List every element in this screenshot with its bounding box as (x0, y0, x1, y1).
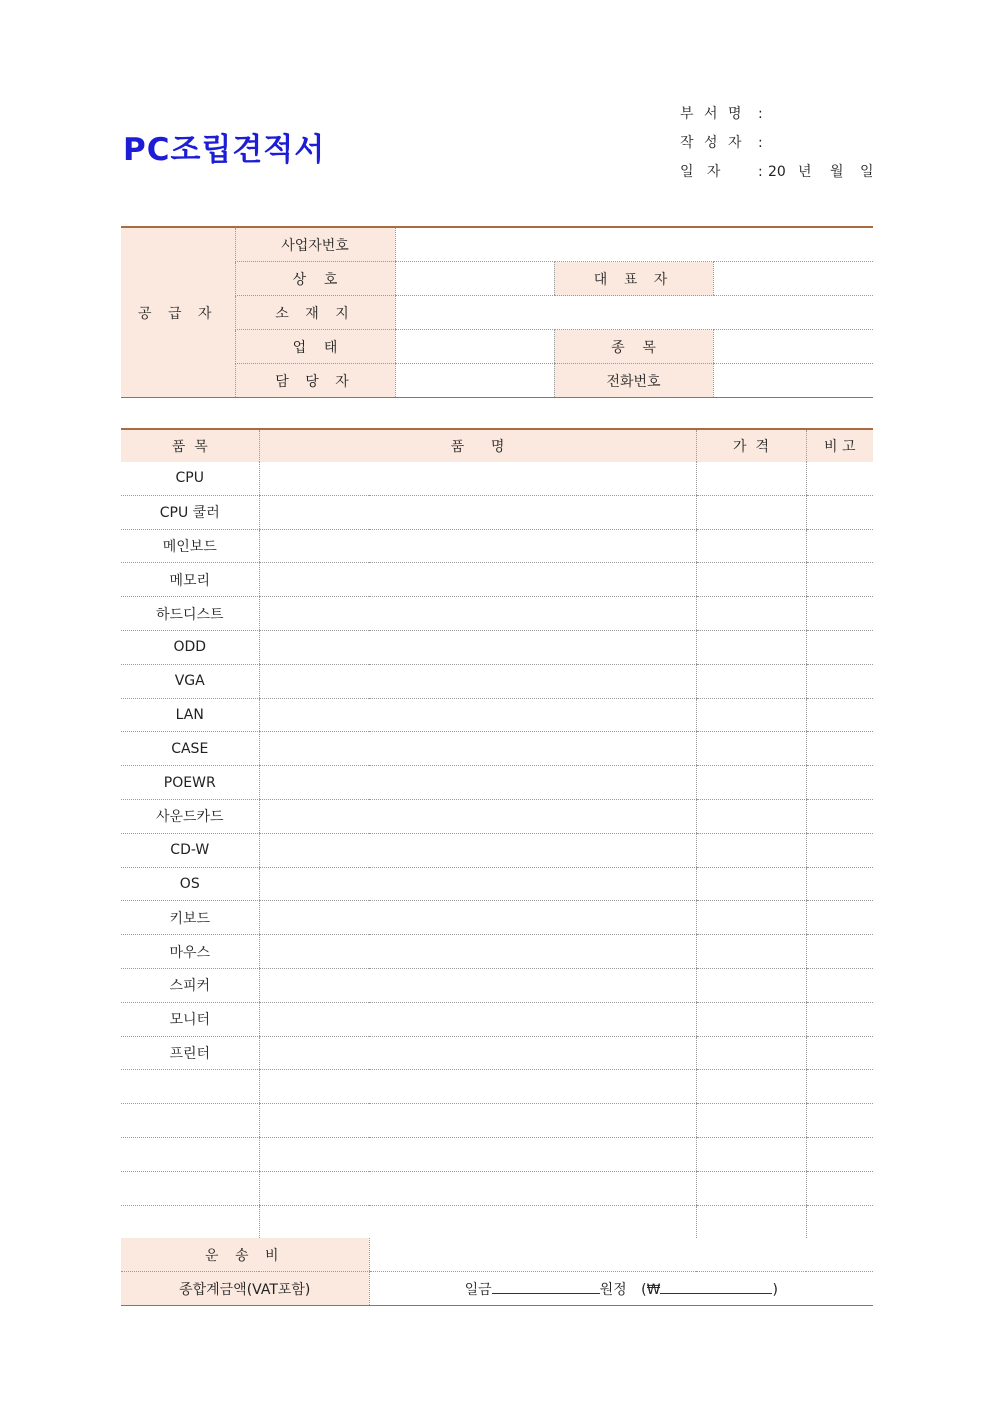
item-note-cell[interactable] (806, 1104, 873, 1138)
item-row (121, 664, 873, 698)
header-price: 가 격 (696, 429, 806, 462)
manager-label: 담 당 자 (235, 364, 395, 398)
date-colon: : (758, 164, 763, 180)
address-label: 소 재 지 (235, 296, 395, 330)
supplier-group-label: 공 급 자 (121, 227, 235, 398)
item-category-cell: VGA (121, 664, 259, 698)
item-row (121, 901, 873, 935)
item-note-cell[interactable] (806, 495, 873, 529)
item-price-cell[interactable] (696, 732, 806, 766)
header-name: 품 명 (259, 429, 696, 462)
items-table (121, 428, 873, 1306)
date-year-unit: 년 (798, 164, 812, 180)
business-type-label: 업 태 (235, 330, 395, 364)
total-close: ) (772, 1281, 778, 1298)
item-category-cell (121, 1171, 259, 1205)
item-name-cell[interactable] (259, 799, 696, 833)
header-item: 품 목 (121, 429, 259, 462)
item-price-cell[interactable] (696, 563, 806, 597)
date-month-unit: 월 (830, 164, 844, 180)
item-price-cell[interactable] (696, 833, 806, 867)
shipping-label: 운 송 비 (121, 1238, 369, 1271)
date-row (680, 162, 874, 191)
item-category-cell: 키보드 (121, 901, 259, 935)
total-prefix: 일금 (464, 1281, 492, 1298)
item-price-cell[interactable] (696, 766, 806, 800)
item-row (121, 1137, 873, 1171)
item-row (121, 495, 873, 529)
item-price-cell[interactable] (696, 1036, 806, 1070)
item-note-cell[interactable] (806, 563, 873, 597)
item-row (121, 563, 873, 597)
item-category-cell: 프린터 (121, 1036, 259, 1070)
item-price-cell[interactable] (696, 1171, 806, 1205)
item-note-cell[interactable] (806, 766, 873, 800)
item-name-cell[interactable] (259, 1171, 696, 1205)
item-name-cell[interactable] (259, 597, 696, 631)
item-name-cell[interactable] (259, 563, 696, 597)
item-category-cell: POEWR (121, 766, 259, 800)
item-category-cell: 메인보드 (121, 529, 259, 563)
item-note-cell[interactable] (806, 597, 873, 631)
item-price-cell[interactable] (696, 1002, 806, 1036)
item-note-cell[interactable] (806, 867, 873, 901)
item-row (121, 799, 873, 833)
dept-row (680, 104, 874, 133)
shipping-value[interactable] (369, 1238, 873, 1271)
company-value[interactable] (395, 262, 554, 296)
item-name-cell[interactable] (259, 867, 696, 901)
item-category-cell: 사운드카드 (121, 799, 259, 833)
total-korean-amount-blank[interactable] (492, 1279, 600, 1294)
item-note-cell[interactable] (806, 1171, 873, 1205)
item-row (121, 935, 873, 969)
item-category-cell: 메모리 (121, 563, 259, 597)
item-name-cell[interactable] (259, 462, 696, 495)
item-category-cell: 마우스 (121, 935, 259, 969)
manager-value[interactable] (395, 364, 554, 398)
item-category-cell: CPU (121, 462, 259, 495)
item-price-cell[interactable] (696, 698, 806, 732)
item-note-cell[interactable] (806, 1137, 873, 1171)
total-value (369, 1272, 873, 1306)
item-name-cell[interactable] (259, 901, 696, 935)
item-name-cell[interactable] (259, 968, 696, 1002)
item-price-cell[interactable] (696, 1205, 806, 1238)
item-row (121, 968, 873, 1002)
item-category-cell (121, 1104, 259, 1138)
item-category-cell: ODD (121, 630, 259, 664)
author-colon: : (758, 135, 763, 151)
item-note-cell[interactable] (806, 529, 873, 563)
item-price-cell[interactable] (696, 664, 806, 698)
item-price-cell[interactable] (696, 799, 806, 833)
item-note-cell[interactable] (806, 1070, 873, 1104)
item-price-cell[interactable] (696, 495, 806, 529)
item-name-cell[interactable] (259, 529, 696, 563)
item-row (121, 698, 873, 732)
item-row (121, 1205, 873, 1238)
item-price-cell[interactable] (696, 935, 806, 969)
author-row (680, 133, 874, 162)
item-category-cell: OS (121, 867, 259, 901)
item-note-cell[interactable] (806, 901, 873, 935)
item-name-cell[interactable] (259, 833, 696, 867)
category-label: 종 목 (554, 330, 713, 364)
item-name-cell[interactable] (259, 1205, 696, 1238)
item-category-cell: CASE (121, 732, 259, 766)
dept-colon: : (758, 106, 763, 122)
item-name-cell[interactable] (259, 1002, 696, 1036)
item-name-cell[interactable] (259, 495, 696, 529)
ceo-value[interactable] (713, 262, 873, 296)
item-row (121, 1070, 873, 1104)
ceo-label: 대 표 자 (554, 262, 713, 296)
item-row (121, 630, 873, 664)
company-label: 상 호 (235, 262, 395, 296)
item-note-cell[interactable] (806, 630, 873, 664)
item-name-cell[interactable] (259, 766, 696, 800)
item-price-cell[interactable] (696, 1070, 806, 1104)
item-row (121, 529, 873, 563)
item-name-cell[interactable] (259, 1036, 696, 1070)
item-name-cell[interactable] (259, 630, 696, 664)
item-note-cell[interactable] (806, 935, 873, 969)
item-note-cell[interactable] (806, 833, 873, 867)
item-note-cell[interactable] (806, 799, 873, 833)
item-name-cell[interactable] (259, 1137, 696, 1171)
business-type-value[interactable] (395, 330, 554, 364)
item-note-cell[interactable] (806, 1205, 873, 1238)
item-row (121, 766, 873, 800)
supplier-row-biz-no (121, 227, 873, 262)
item-row (121, 1036, 873, 1070)
item-name-cell[interactable] (259, 698, 696, 732)
biz-no-label: 사업자번호 (235, 227, 395, 262)
item-category-cell: CD-W (121, 833, 259, 867)
items-header-row (121, 429, 873, 462)
date-year: 20 (768, 164, 786, 180)
item-category-cell: 하드디스트 (121, 597, 259, 631)
item-note-cell[interactable] (806, 1002, 873, 1036)
item-row (121, 597, 873, 631)
biz-no-value[interactable] (395, 227, 873, 262)
item-price-cell[interactable] (696, 1137, 806, 1171)
item-note-cell[interactable] (806, 732, 873, 766)
supplier-table (121, 226, 873, 398)
item-category-cell: LAN (121, 698, 259, 732)
item-row (121, 867, 873, 901)
header-note: 비 고 (806, 429, 873, 462)
item-category-cell: 스피커 (121, 968, 259, 1002)
item-name-cell[interactable] (259, 664, 696, 698)
phone-label: 전화번호 (554, 364, 713, 398)
phone-value[interactable] (713, 364, 873, 398)
total-label: 종합계금액(VAT포함) (121, 1272, 369, 1306)
total-row (121, 1272, 873, 1306)
item-category-cell: 모니터 (121, 1002, 259, 1036)
item-name-cell[interactable] (259, 1104, 696, 1138)
item-row (121, 833, 873, 867)
address-value[interactable] (395, 296, 873, 330)
item-note-cell[interactable] (806, 1036, 873, 1070)
total-mid: 원정 (599, 1281, 627, 1298)
dept-label: 부 서 명 (680, 106, 745, 122)
item-note-cell[interactable] (806, 664, 873, 698)
item-category-cell: CPU 쿨러 (121, 495, 259, 529)
item-price-cell[interactable] (696, 1104, 806, 1138)
item-name-cell[interactable] (259, 732, 696, 766)
item-price-cell[interactable] (696, 597, 806, 631)
date-label: 일 자 (680, 164, 721, 180)
item-price-cell[interactable] (696, 867, 806, 901)
date-day-unit: 일 (860, 164, 874, 180)
category-value[interactable] (713, 330, 873, 364)
item-name-cell[interactable] (259, 1070, 696, 1104)
document-meta (680, 104, 874, 191)
item-price-cell[interactable] (696, 901, 806, 935)
item-row (121, 732, 873, 766)
total-won-amount-blank[interactable] (660, 1279, 772, 1294)
item-note-cell[interactable] (806, 968, 873, 1002)
item-price-cell[interactable] (696, 630, 806, 664)
item-note-cell[interactable] (806, 462, 873, 495)
author-label: 작 성 자 (680, 135, 745, 151)
item-price-cell[interactable] (696, 529, 806, 563)
item-note-cell[interactable] (806, 698, 873, 732)
item-row (121, 1002, 873, 1036)
item-name-cell[interactable] (259, 935, 696, 969)
total-currency: (₩ (641, 1281, 661, 1298)
item-row (121, 1104, 873, 1138)
item-row (121, 462, 873, 495)
item-price-cell[interactable] (696, 462, 806, 495)
document-title: PC조립견적서 (123, 132, 326, 168)
item-category-cell (121, 1070, 259, 1104)
item-price-cell[interactable] (696, 968, 806, 1002)
shipping-row (121, 1238, 873, 1271)
item-category-cell (121, 1137, 259, 1171)
item-category-cell (121, 1205, 259, 1238)
item-row (121, 1171, 873, 1205)
